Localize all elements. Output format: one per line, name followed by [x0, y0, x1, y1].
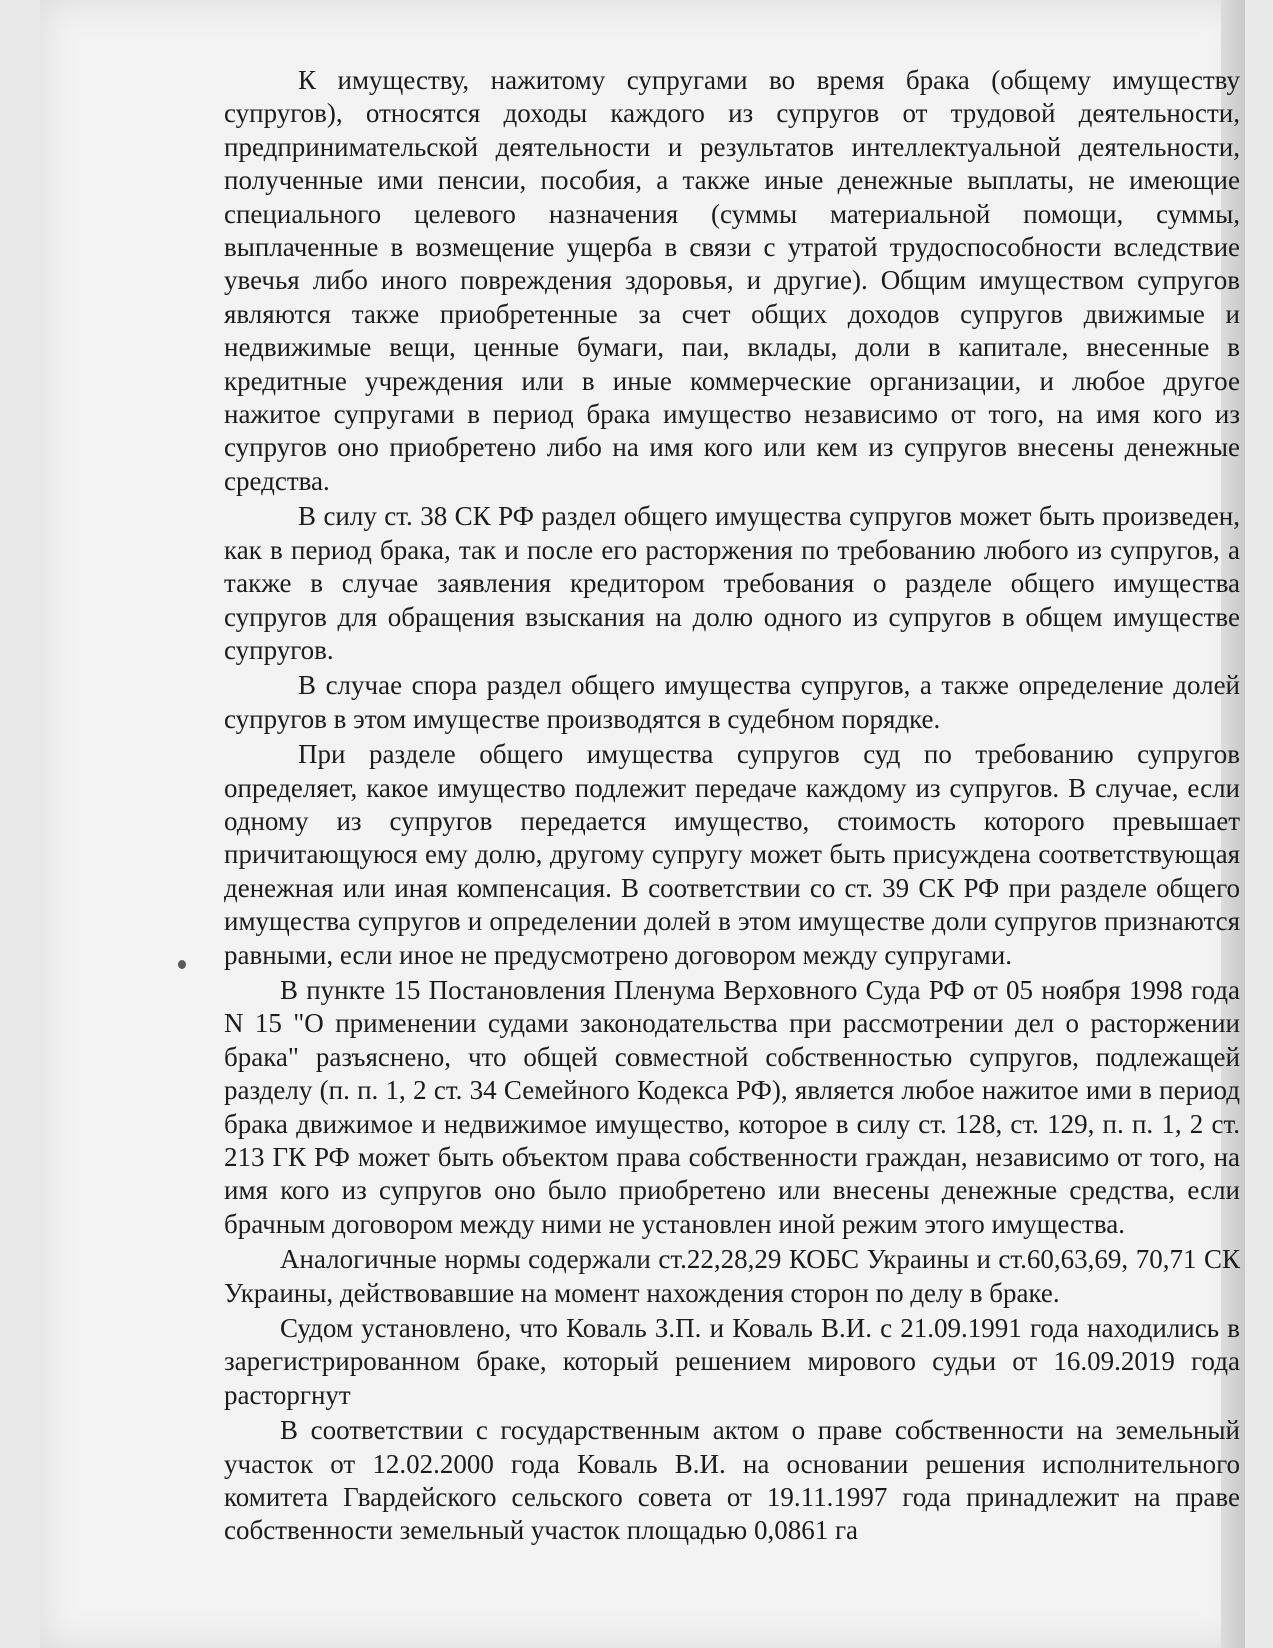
- paragraph-2: В силу ст. 38 СК РФ раздел общего имущества супругов может быть произведен, как в период брака, так и после его расторжения по требованию любого из супругов, а также в случае заявления кредитором требования о разделе общего имущества супругов для обращения взыскания на долю одного из супругов в общем имуществе супругов.: [224, 501, 1240, 665]
- document-body: [224, 64, 1240, 1550]
- scan-speck: [178, 960, 186, 969]
- paragraph-6: Аналогичные нормы содержали ст.22,28,29 КОБС Украины и ст.60,63,69, 70,71 СК Украины, действовавшие на момент нахождения сторон по делу в браке.: [224, 1244, 1240, 1308]
- paragraph-3: В случае спора раздел общего имущества супругов, а также определение долей супругов в этом имуществе производятся в судебном порядке.: [224, 670, 1240, 734]
- paragraph-5: В пункте 15 Постановления Пленума Верховного Суда РФ от 05 ноября 1998 года N 15 "О применении судами законодательства при рассмотрении дел о расторжении брака" разъяснено, что общей совместной собственностью супругов, подлежащей разделу (п. п. 1, 2 ст. 34 Семейного Кодекса РФ), является любое нажитое ими в период брака движимое и недвижимое имущество, которое в силу ст. 128, ст. 129, п. п. 1, 2 ст. 213 ГК РФ может быть объектом права собственности граждан, независимо от того, на имя кого из супругов оно было приобретено или внесены денежные средства, если брачным договором между ними не установлен иной режим этого имущества.: [224, 974, 1240, 1239]
- paragraph-4: При разделе общего имущества супругов суд по требованию супругов определяет, какое имущество подлежит передаче каждому из супругов. В случае, если одному из супругов передается имущество, стоимость которого превышает причитающуюся ему долю, другому супругу может быть присуждена соответствующая денежная или иная компенсация. В соответствии со ст. 39 СК РФ при разделе общего имущества супругов и определении долей в этом имуществе доли супругов признаются равными, если иное не предусмотрено договором между супругами.: [224, 739, 1240, 970]
- paragraph-8: В соответствии с государственным актом о праве собственности на земельный участок от 12.02.2000 года Коваль В.И. на основании решения исполнительного комитета Гвардейского сельского совета от 19.11.1997 года принадлежит на праве собственности земельный участок площадью 0,0861 га: [224, 1415, 1240, 1546]
- paragraph-1: К имуществу, нажитому супругами во время брака (общему имуществу супругов), относятся доходы каждого из супругов от трудовой деятельности, предпринимательской деятельности и результатов интеллектуальной деятельности, полученные ими пенсии, пособия, а также иные денежные выплаты, не имеющие специального целевого назначения (суммы материальной помощи, суммы, выплаченные в возмещение ущерба в связи с утратой трудоспособности вследствие увечья либо иного повреждения здоровья, и другие). Общим имуществом супругов являются также приобретенные за счет общих доходов супругов движимые и недвижимые вещи, ценные бумаги, паи, вклады, доли в капитале, внесенные в кредитные учреждения или в иные коммерческие организации, и любое другое нажитое супругами в период брака имущество независимо от того, на имя кого из супругов оно приобретено либо на имя кого или кем из супругов внесены денежные средства.: [224, 65, 1240, 496]
- paragraph-7: Судом установлено, что Коваль З.П. и Коваль В.И. с 21.09.1991 года находились в зарегистрированном браке, который решением мирового судьи от 16.09.2019 года расторгнут: [224, 1313, 1240, 1410]
